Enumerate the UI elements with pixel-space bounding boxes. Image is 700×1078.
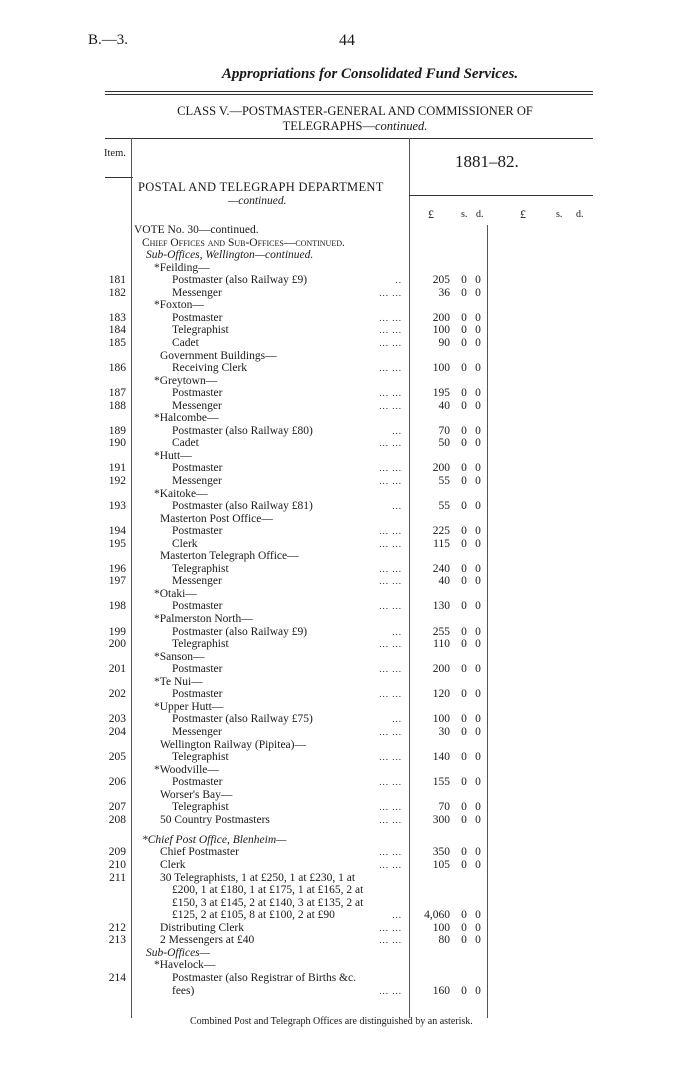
amount-pence: 0 (475, 563, 481, 575)
item-description: 50 Country Postmasters (160, 814, 270, 826)
amount-shillings: 0 (461, 387, 467, 399)
item-number: 211 (109, 872, 126, 884)
amount-shillings: 0 (461, 663, 467, 675)
leader-dots: ... ... (379, 777, 402, 787)
item-description: Telegraphist (172, 801, 229, 813)
amount-shillings: 0 (461, 985, 467, 997)
amount-pounds: 100 (432, 362, 450, 374)
leader-dots: ... ... (379, 727, 402, 737)
item-number: 194 (108, 525, 126, 537)
amount-pence: 0 (475, 287, 481, 299)
leader-dots: ... ... (379, 325, 402, 335)
leader-dots: ... (392, 714, 402, 724)
shillings-header-2: s. (556, 209, 563, 220)
table-row (0, 337, 700, 350)
item-description: Messenger (172, 726, 222, 738)
item-description: Wellington Railway (Pipitea)— (160, 739, 306, 751)
item-description: Cadet (172, 437, 199, 449)
amount-pence: 0 (475, 500, 481, 512)
amount-shillings: 0 (461, 462, 467, 474)
amount-shillings: 0 (461, 287, 467, 299)
item-description: Postmaster (172, 688, 223, 700)
item-description: Sub-Offices— (146, 947, 210, 959)
amount-pounds: 225 (432, 525, 450, 537)
amount-pence: 0 (475, 425, 481, 437)
amount-pounds: 90 (438, 337, 450, 349)
item-number: 204 (108, 726, 126, 738)
amount-pence: 0 (475, 324, 481, 336)
item-description: Telegraphist (172, 638, 229, 650)
leader-dots: ... ... (379, 313, 402, 323)
amount-pounds: 350 (432, 846, 450, 858)
item-number: 182 (108, 287, 126, 299)
item-description: *Te Nui— (154, 676, 203, 688)
leader-dots: ... (392, 501, 402, 511)
amount-pounds: 100 (432, 713, 450, 725)
amount-pence: 0 (475, 776, 481, 788)
item-number: 184 (108, 324, 126, 336)
class-heading-line2 (130, 119, 580, 134)
amount-pence: 0 (475, 462, 481, 474)
item-description: Messenger (172, 475, 222, 487)
item-description: *Hutt— (154, 450, 192, 462)
table-subheading-row (0, 909, 700, 922)
item-number: 193 (108, 500, 126, 512)
item-description: Postmaster (172, 663, 223, 675)
leader-dots: ... ... (379, 689, 402, 699)
table-row (0, 751, 700, 764)
class-heading-line1: CLASS V.—POSTMASTER-GENERAL AND COMMISSIONER OF (177, 104, 533, 118)
amount-pence: 0 (475, 909, 481, 921)
item-description: Postmaster (also Railway £9) (172, 626, 308, 638)
amount-shillings: 0 (461, 324, 467, 336)
item-description: Postmaster (172, 312, 223, 324)
table-row (0, 600, 700, 613)
amount-shillings: 0 (461, 563, 467, 575)
leader-dots: ... ... (379, 463, 402, 473)
amount-pence: 0 (475, 814, 481, 826)
table-subheading-row (0, 249, 700, 262)
table-row (0, 324, 700, 337)
item-description: *Halcombe— (154, 412, 219, 424)
leader-dots: ... ... (379, 802, 402, 812)
pence-header-1: d. (476, 209, 484, 220)
item-description: *Havelock— (154, 959, 216, 971)
amount-shillings: 0 (461, 934, 467, 946)
item-number: 195 (108, 538, 126, 550)
table-row (0, 475, 700, 488)
amount-pounds: 255 (432, 626, 450, 638)
amount-shillings: 0 (461, 312, 467, 324)
amount-pounds: 40 (438, 400, 450, 412)
table-row (0, 688, 700, 701)
item-number: 213 (108, 934, 126, 946)
item-description: Postmaster (also Railway £80) (172, 425, 313, 437)
item-description: Sub-Offices, Wellington—continued. (146, 249, 314, 261)
amount-pounds: 40 (438, 575, 450, 587)
item-number: 196 (108, 563, 126, 575)
amount-pence: 0 (475, 626, 481, 638)
amount-pounds: 130 (432, 600, 450, 612)
item-number: 207 (108, 801, 126, 813)
table-row (0, 387, 700, 400)
item-description: Chief Postmaster (160, 846, 239, 858)
item-description: Clerk (160, 859, 186, 871)
amount-pounds: 70 (438, 801, 450, 813)
item-description: *Palmerston North— (154, 613, 253, 625)
document-code: B.—3. (88, 32, 129, 48)
leader-dots: ... ... (379, 847, 402, 857)
leader-dots: ... ... (379, 338, 402, 348)
leader-dots: ... ... (379, 815, 402, 825)
item-column-header: Item. (104, 148, 126, 159)
item-description: *Sanson— (154, 651, 205, 663)
table-row (0, 972, 700, 985)
item-description: Messenger (172, 287, 222, 299)
item-description: *Feilding— (154, 262, 210, 274)
item-description: Receiving Clerk (172, 362, 248, 374)
item-head-rule (105, 177, 133, 178)
amount-pence: 0 (475, 362, 481, 374)
table-subheading-row (0, 550, 700, 563)
amount-shillings: 0 (461, 859, 467, 871)
table-subheading-row (0, 959, 700, 972)
item-description: Messenger (172, 575, 222, 587)
item-number: 192 (108, 475, 126, 487)
item-number: 190 (108, 437, 126, 449)
item-number: 201 (108, 663, 126, 675)
pound-symbol-1: £ (428, 207, 434, 221)
amount-shillings: 0 (461, 638, 467, 650)
table-row (0, 437, 700, 450)
leader-dots: ... ... (379, 476, 402, 486)
table-row (0, 859, 700, 872)
amount-shillings: 0 (461, 500, 467, 512)
table-row (0, 663, 700, 676)
item-number: 200 (108, 638, 126, 650)
leader-dots: ... ... (379, 935, 402, 945)
item-description: *Woodville— (154, 764, 219, 776)
amount-shillings: 0 (461, 776, 467, 788)
table-row (0, 500, 700, 513)
item-number: 197 (108, 575, 126, 587)
class-heading-cont: continued. (374, 119, 428, 133)
amount-pence: 0 (475, 726, 481, 738)
item-number: 203 (108, 713, 126, 725)
leader-dots: ... ... (379, 388, 402, 398)
item-description: Postmaster (also Railway £9) (172, 274, 308, 286)
amount-shillings: 0 (461, 751, 467, 763)
amount-pounds: 205 (432, 274, 450, 286)
amount-pounds: 200 (432, 663, 450, 675)
amount-shillings: 0 (461, 922, 467, 934)
item-number: 186 (108, 362, 126, 374)
amount-shillings: 0 (461, 575, 467, 587)
table-row (0, 362, 700, 375)
leader-dots: ... ... (379, 639, 402, 649)
leader-dots: ... ... (379, 576, 402, 586)
item-number: 188 (108, 400, 126, 412)
item-description: Postmaster (172, 600, 223, 612)
item-number: 181 (108, 274, 126, 286)
item-description: £125, 2 at £105, 8 at £100, 2 at £90 (172, 909, 335, 921)
amount-shillings: 0 (461, 274, 467, 286)
item-description: 2 Messengers at £40 (160, 934, 255, 946)
item-number: 208 (108, 814, 126, 826)
leader-dots: ... (392, 426, 402, 436)
shillings-header-1: s. (461, 209, 468, 220)
amount-pence: 0 (475, 538, 481, 550)
amount-pence: 0 (475, 400, 481, 412)
leader-dots: ... ... (379, 752, 402, 762)
amount-pence: 0 (475, 437, 481, 449)
leader-dots: ... ... (379, 288, 402, 298)
amount-shillings: 0 (461, 425, 467, 437)
amount-pence: 0 (475, 713, 481, 725)
amount-pounds: 200 (432, 312, 450, 324)
item-description: fees) (172, 985, 195, 997)
item-number: 189 (108, 425, 126, 437)
item-description: Telegraphist (172, 751, 229, 763)
title-rule-double (105, 94, 593, 95)
amount-pounds: 80 (438, 934, 450, 946)
item-description: Messenger (172, 400, 222, 412)
amount-pence: 0 (475, 688, 481, 700)
amount-pence: 0 (475, 525, 481, 537)
amount-pence: 0 (475, 337, 481, 349)
amount-pounds: 115 (433, 538, 450, 550)
leader-dots: ... ... (379, 601, 402, 611)
item-description: 30 Telegraphists, 1 at £250, 1 at £230, 1 at (160, 872, 356, 884)
table-row (0, 713, 700, 726)
amount-pence: 0 (475, 751, 481, 763)
item-description: Clerk (172, 538, 198, 550)
item-description: Masterton Telegraph Office— (160, 550, 299, 562)
amount-shillings: 0 (461, 400, 467, 412)
amount-shillings: 0 (461, 846, 467, 858)
amount-pence: 0 (475, 934, 481, 946)
amount-pounds: 30 (438, 726, 450, 738)
item-number: 183 (108, 312, 126, 324)
item-description: Government Buildings— (160, 350, 277, 362)
item-number: 198 (108, 600, 126, 612)
leader-dots: ... ... (379, 438, 402, 448)
amount-pence: 0 (475, 274, 481, 286)
page-number: 44 (339, 32, 355, 49)
item-number: 199 (108, 626, 126, 638)
item-number: 209 (108, 846, 126, 858)
amount-pounds: 195 (432, 387, 450, 399)
class-heading-line2-main: TELEGRAPHS— (282, 119, 375, 133)
item-number: 191 (108, 462, 126, 474)
amount-pounds: 36 (438, 287, 450, 299)
department-continued: —continued. (228, 195, 287, 207)
amount-pounds: 200 (432, 462, 450, 474)
amount-pounds: 55 (438, 500, 450, 512)
item-description: *Foxton— (154, 299, 204, 311)
table-subheading-row (0, 613, 700, 626)
amount-pounds: 140 (432, 751, 450, 763)
title-rule (105, 91, 593, 92)
class-heading (130, 104, 580, 134)
table-subheading-row (0, 224, 700, 237)
amount-pence: 0 (475, 312, 481, 324)
leader-dots: ... ... (379, 923, 402, 933)
amount-shillings: 0 (461, 814, 467, 826)
amount-shillings: 0 (461, 525, 467, 537)
table-row (0, 274, 700, 287)
amount-pounds: 110 (433, 638, 450, 650)
leader-dots: ... ... (379, 539, 402, 549)
amount-pounds: 120 (432, 688, 450, 700)
item-description: Postmaster (172, 387, 223, 399)
amount-pence: 0 (475, 859, 481, 871)
item-description: *Greytown— (154, 375, 218, 387)
item-description: £200, 1 at £180, 1 at £175, 1 at £165, 2 at (172, 884, 364, 896)
amount-shillings: 0 (461, 538, 467, 550)
table-row (0, 801, 700, 814)
amount-pounds: 100 (432, 324, 450, 336)
amount-pence: 0 (475, 387, 481, 399)
item-description: Postmaster (172, 776, 223, 788)
amount-pence: 0 (475, 475, 481, 487)
item-number: 212 (108, 922, 126, 934)
year-rule (409, 195, 593, 196)
department-heading: POSTAL AND TELEGRAPH DEPARTMENT (138, 180, 384, 194)
leader-dots: ... ... (379, 526, 402, 536)
amount-shillings: 0 (461, 726, 467, 738)
amount-shillings: 0 (461, 475, 467, 487)
year-header: 1881–82. (455, 152, 519, 171)
table-row (0, 462, 700, 475)
table-subheading-row (0, 884, 700, 897)
amount-shillings: 0 (461, 600, 467, 612)
item-description: Postmaster (172, 462, 223, 474)
item-number: 210 (108, 859, 126, 871)
amount-shillings: 0 (461, 626, 467, 638)
table-row (0, 776, 700, 789)
table-row (0, 846, 700, 859)
item-number: 214 (108, 972, 126, 984)
item-description: VOTE No. 30—continued. (134, 224, 259, 236)
amount-pence: 0 (475, 922, 481, 934)
leader-dots: ... ... (379, 401, 402, 411)
table-top-rule (105, 138, 593, 139)
amount-pounds: 70 (438, 425, 450, 437)
amount-pounds: 240 (432, 563, 450, 575)
leader-dots: ... ... (379, 860, 402, 870)
amount-pence: 0 (475, 575, 481, 587)
item-description: *Kaitoke— (154, 488, 208, 500)
item-description: Postmaster (also Registrar of Births &c. (172, 972, 356, 984)
table-row (0, 934, 700, 947)
amount-shillings: 0 (461, 362, 467, 374)
leader-dots: ... ... (379, 564, 402, 574)
amount-pounds: 100 (432, 922, 450, 934)
amount-pounds: 55 (438, 475, 450, 487)
amount-pounds: 155 (432, 776, 450, 788)
item-description: *Chief Post Office, Blenheim— (142, 834, 287, 846)
item-description: Cadet (172, 337, 199, 349)
amount-pence: 0 (475, 600, 481, 612)
footnote: Combined Post and Telegraph Offices are distinguished by an asterisk. (190, 1016, 473, 1027)
amount-shillings: 0 (461, 801, 467, 813)
table-subheading-row (0, 412, 700, 425)
leader-dots: .. (395, 275, 402, 285)
table-row (0, 575, 700, 588)
item-description: Postmaster (172, 525, 223, 537)
item-description: Postmaster (also Railway £75) (172, 713, 313, 725)
amount-shillings: 0 (461, 909, 467, 921)
item-description: Postmaster (also Railway £81) (172, 500, 313, 512)
table-row (0, 638, 700, 651)
table-row (0, 726, 700, 739)
leader-dots: ... ... (379, 363, 402, 373)
amount-pence: 0 (475, 638, 481, 650)
item-description: Telegraphist (172, 563, 229, 575)
item-number: 185 (108, 337, 126, 349)
amount-pounds: 105 (432, 859, 450, 871)
item-number: 206 (108, 776, 126, 788)
amount-shillings: 0 (461, 337, 467, 349)
leader-dots: ... (392, 910, 402, 920)
table-subheading-row (0, 985, 700, 998)
item-number: 205 (108, 751, 126, 763)
page-title: Appropriations for Consolidated Fund Services. (221, 66, 519, 82)
leader-dots: ... ... (379, 986, 402, 996)
amount-pence: 0 (475, 801, 481, 813)
amount-pounds: 160 (432, 985, 450, 997)
amount-pounds: 4,060 (424, 909, 450, 921)
amount-shillings: 0 (461, 437, 467, 449)
leader-dots: ... ... (379, 664, 402, 674)
amount-pence: 0 (475, 985, 481, 997)
item-description: *Upper Hutt— (154, 701, 224, 713)
item-description: Distributing Clerk (160, 922, 245, 934)
amount-pounds: 300 (432, 814, 450, 826)
leader-dots: ... (392, 627, 402, 637)
item-description: Chief Offices and Sub-Offices—continued. (142, 237, 345, 249)
amount-pence: 0 (475, 846, 481, 858)
item-description: Telegraphist (172, 324, 229, 336)
item-description: *Otaki— (154, 588, 197, 600)
amount-pence: 0 (475, 663, 481, 675)
table-subheading-row (0, 299, 700, 312)
item-description: Worser's Bay— (160, 789, 233, 801)
amount-shillings: 0 (461, 688, 467, 700)
amount-pounds: 50 (438, 437, 450, 449)
item-number: 187 (108, 387, 126, 399)
amount-shillings: 0 (461, 713, 467, 725)
table-row (0, 525, 700, 538)
pound-symbol-2: £ (520, 207, 526, 221)
item-number: 202 (108, 688, 126, 700)
item-description: Masterton Post Office— (160, 513, 273, 525)
pence-header-2: d. (576, 209, 584, 220)
item-description: £150, 3 at £145, 2 at £140, 3 at £135, 2 at (172, 897, 364, 909)
